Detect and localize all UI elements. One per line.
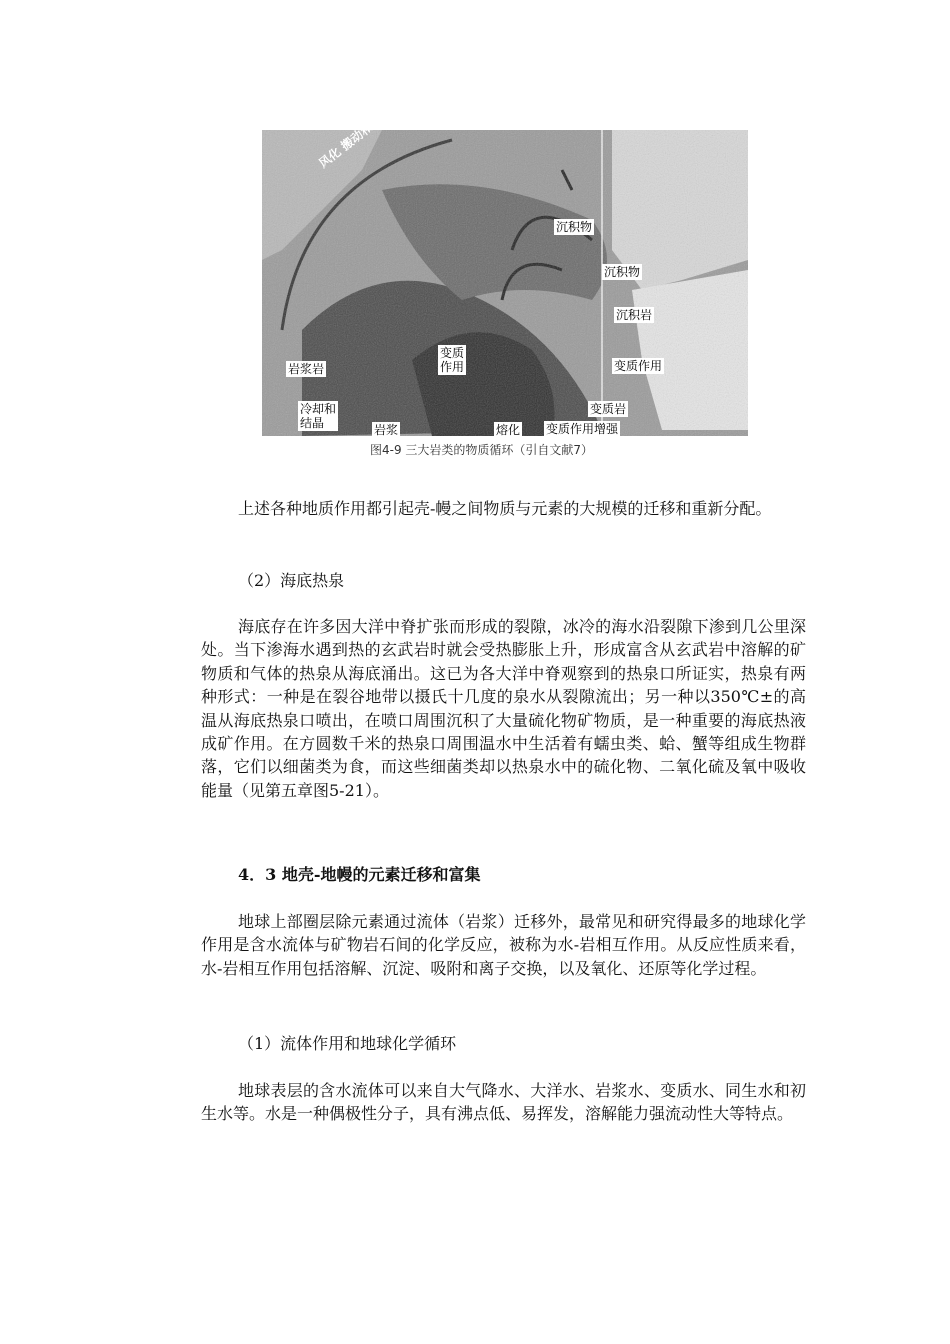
label-magma: 岩浆 <box>374 423 399 436</box>
label-metamorphism: 变质作用 <box>614 359 663 373</box>
rock-cycle-illustration <box>262 130 748 436</box>
paragraph-aqueous-fluids: 地球表层的含水流体可以来自大气降水、大洋水、岩浆水、变质水、同生水和初生水等。水是一种偶极性分子，具有沸点低、易挥发，溶解能力强流动性大等特点。 <box>201 1081 806 1124</box>
label-cooling-crystallization: 冷却和 结晶 <box>300 402 337 430</box>
label-igneous-rock: 岩浆岩 <box>288 362 325 376</box>
label-sediment-2: 沉积物 <box>604 265 641 279</box>
paragraph-redistribution: 上述各种地质作用都引起壳-幔之间物质与元素的大规模的迁移和重新分配。 <box>238 499 772 518</box>
label-sediment-1: 沉积物 <box>556 220 593 234</box>
rock-cycle-figure <box>262 130 748 436</box>
paragraph-water-rock-interaction: 地球上部圈层除元素通过流体（岩浆）迁移外，最常见和研究得最多的地球化学作用是含水流体与矿物岩石间的化学反应，被称为水-岩相互作用。从反应性质来看，水-岩相互作用包括溶解、沉淀、吸附和离子交换，以及氧化、还原等化学过程。 <box>201 912 806 978</box>
label-melting: 熔化 <box>496 423 521 436</box>
figure-caption: 图4-9 三大岩类的物质循环（引自文献7） <box>370 443 594 457</box>
section-heading-4-3: 4．3 地壳-地幔的元素迁移和富集 <box>238 865 481 884</box>
subheading-seafloor-hot-springs: （2）海底热泉 <box>238 571 345 590</box>
label-metamorphic-process: 变质 作用 <box>440 346 465 374</box>
label-sedimentary-rock: 沉积岩 <box>616 308 653 322</box>
label-metamorphic-rock: 变质岩 <box>590 402 627 416</box>
subheading-fluid-geochemical-cycle: （1）流体作用和地球化学循环 <box>238 1034 457 1053</box>
paragraph-hot-springs: 海底存在许多因大洋中脊扩张而形成的裂隙，冰冷的海水沿裂隙下渗到几公里深处。当下渗海水遇到热的玄武岩时就会受热膨胀上升，形成富含从玄武岩中溶解的矿物质和气体的热泉从海底涌出。这已为各大洋中脊观察到的热泉口所证实，热泉有两种形式：一种是在裂谷地带以摄氏十几度的泉水从裂隙流出；另一种以350℃±的高温从海底热泉口喷出，在喷口周围沉积了大量硫化物矿物质，是一种重要的海底热液成矿作用。在方圆数千米的热泉口周围温水中生活着有蠕虫类、蛤、蟹等组成生物群落，它们以细菌类为食，而这些细菌类却以热泉水中的硫化物、二氧化硫及氧中吸收能量（见第五章图5-21）。 <box>201 617 806 800</box>
label-metamorphism-increase: 变质作用增强 <box>546 422 619 436</box>
